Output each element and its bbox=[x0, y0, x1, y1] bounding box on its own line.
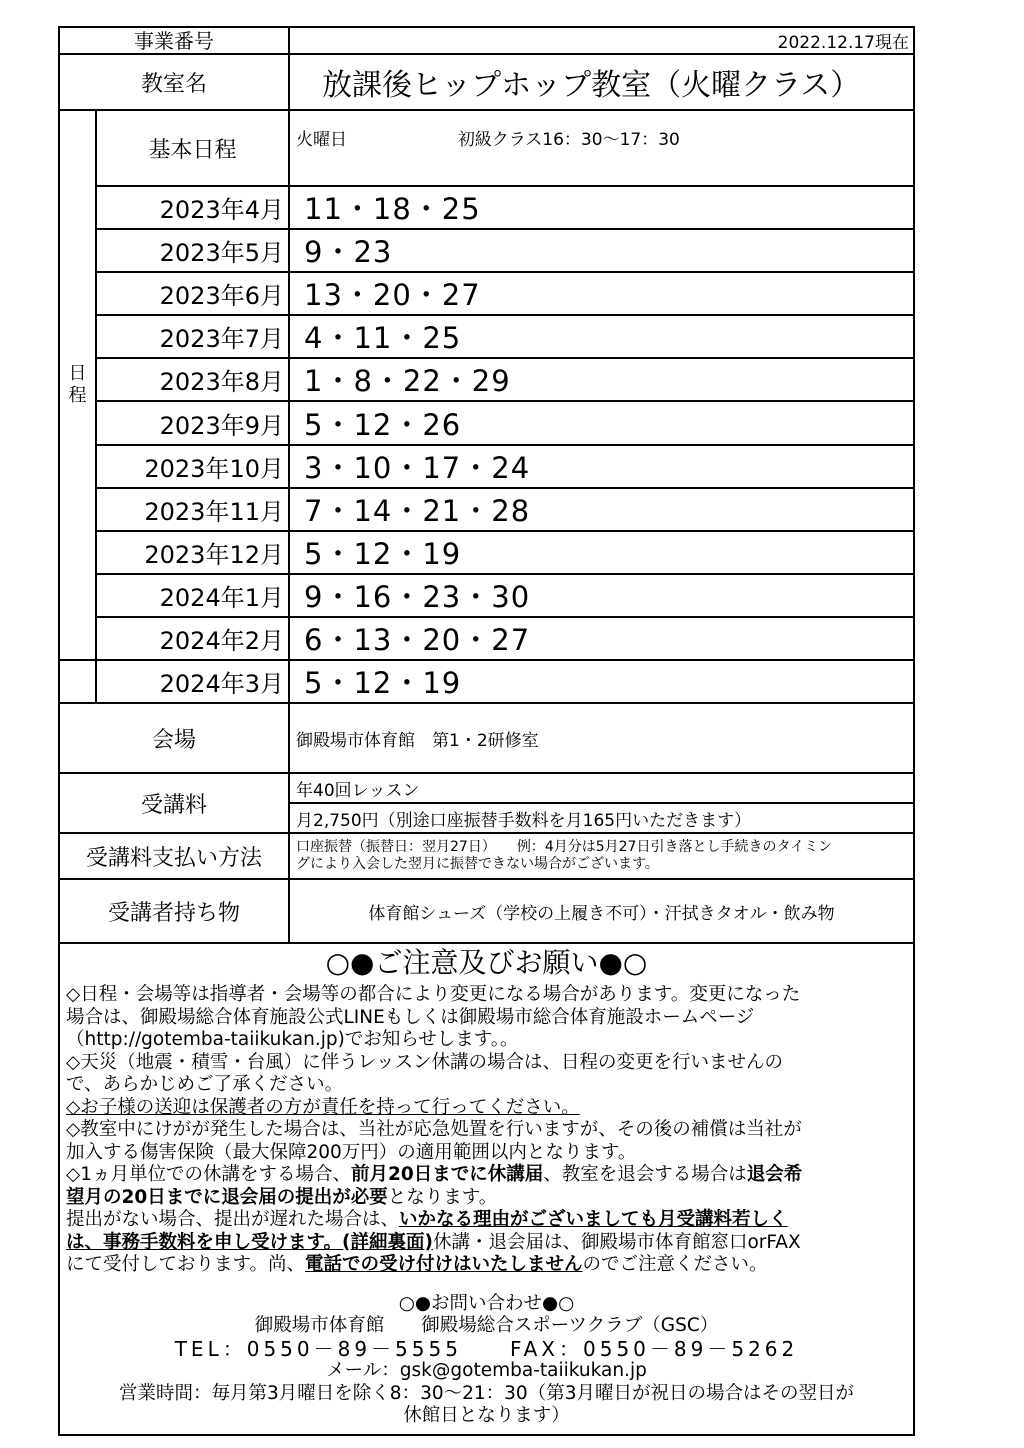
month-dates: 13・20・27 bbox=[289, 272, 914, 315]
note-text: ◇1ヵ月単位での休講をする場合、 bbox=[66, 1164, 351, 1185]
contact-orgs: 御殿場市体育館 御殿場総合スポーツクラブ（GSC） bbox=[254, 1315, 719, 1336]
contact-section bbox=[66, 1293, 907, 1428]
fee-amount: 月2,750円（別途口座振替手数料を月165円いただきます） bbox=[289, 803, 914, 833]
month-dates: 3・10・17・24 bbox=[289, 445, 914, 488]
note-line: で、あらかじめご了承ください。 bbox=[66, 1074, 344, 1095]
note-bold: 望月の20日までに退会届の提出が必要 bbox=[66, 1186, 388, 1208]
month-row bbox=[59, 660, 914, 703]
month-dates: 9・16・23・30 bbox=[289, 574, 914, 617]
month-label: 2023年11月 bbox=[96, 488, 289, 531]
note-line: ◇天災（地震・積雪・台風）に伴うレッスン休講の場合は、日程の変更を行いませんの bbox=[66, 1051, 784, 1073]
month-label: 2023年8月 bbox=[96, 358, 289, 401]
basic-schedule-row bbox=[59, 110, 914, 186]
month-label: 2023年4月 bbox=[96, 186, 289, 229]
month-row bbox=[59, 488, 914, 531]
classroom-row bbox=[59, 54, 914, 110]
payment-line-1: 口座振替（振替日：翌月27日） 例：4月分は5月27日引き落とし手続きのタイミン bbox=[296, 839, 833, 855]
month-label: 2023年5月 bbox=[96, 229, 289, 272]
basic-class-time: 初級クラス16：30～17：30 bbox=[457, 130, 680, 150]
note-line: ◇日程・会場等は指導者・会場等の都合により変更になる場合があります。変更になった bbox=[66, 984, 801, 1005]
basic-schedule-value bbox=[289, 110, 914, 186]
business-hours-line-1: 営業時間：毎月第3月曜日を除く8：30～21：30（第3月曜日が祝日の場合はその翌日が bbox=[119, 1382, 854, 1404]
month-label: 2023年6月 bbox=[96, 272, 289, 315]
schedule-side-blank bbox=[59, 660, 96, 703]
month-dates: 5・12・19 bbox=[289, 531, 914, 574]
month-dates: 5・12・19 bbox=[289, 660, 914, 703]
month-row bbox=[59, 531, 914, 574]
month-row bbox=[59, 574, 914, 617]
note-line: 加入する傷害保険（最大保障200万円）の適用範囲以内となります。 bbox=[66, 1141, 637, 1163]
month-label: 2023年12月 bbox=[96, 531, 289, 574]
class-info-table bbox=[58, 26, 915, 1436]
month-dates: 4・11・25 bbox=[289, 315, 914, 358]
month-dates: 7・14・21・28 bbox=[289, 488, 914, 531]
payment-label: 受講料支払い方法 bbox=[59, 833, 289, 879]
note-bold: 前月20日までに休講届 bbox=[351, 1164, 544, 1185]
month-row bbox=[59, 445, 914, 488]
month-dates: 9・23 bbox=[289, 229, 914, 272]
note-bold-underlined: は、事務手数料を申し受けます。(詳細裏面) bbox=[66, 1231, 433, 1253]
note-line: ◇教室中にけがが発生した場合は、当社が応急処置を行いますが、その後の補償は当社が bbox=[66, 1119, 802, 1140]
header-row bbox=[59, 27, 914, 54]
month-row bbox=[59, 272, 914, 315]
info-sheet bbox=[58, 26, 913, 1436]
schedule-side-text: 日程 bbox=[68, 363, 87, 406]
notes-title: ○●ご注意及びお願い●○ bbox=[325, 946, 648, 979]
month-row bbox=[59, 358, 914, 401]
fee-label: 受講料 bbox=[59, 773, 289, 833]
month-row bbox=[59, 401, 914, 445]
note-line-underlined: ◇お子様の送迎は保護者の方が責任を持って行ってください。 bbox=[66, 1096, 580, 1118]
month-label: 2024年1月 bbox=[96, 574, 289, 617]
business-hours-line-2: 休館日となります） bbox=[403, 1405, 570, 1426]
contact-email: メール：gsk@gotemba-taiikukan.jp bbox=[326, 1360, 647, 1381]
note-bold-underlined: 電話での受け付けはいたしません bbox=[305, 1254, 583, 1275]
as-of-date: 2022.12.17現在 bbox=[289, 27, 914, 54]
payment-value bbox=[289, 833, 914, 879]
fee-lessons: 年40回レッスン bbox=[289, 773, 914, 803]
note-bold-underlined: いかなる理由がございましても月受講料若しく bbox=[399, 1209, 788, 1230]
note-line: 場合は、御殿場総合体育施設公式LINEもしくは御殿場市総合体育施設ホームページ bbox=[66, 1006, 755, 1028]
note-bold: 退会希 bbox=[746, 1164, 803, 1185]
fee-row bbox=[59, 773, 914, 803]
month-row bbox=[59, 186, 914, 229]
payment-row bbox=[59, 833, 914, 879]
classroom-name: 放課後ヒップホップ教室（火曜クラス） bbox=[289, 54, 914, 110]
month-label: 2023年7月 bbox=[96, 315, 289, 358]
month-dates: 5・12・26 bbox=[289, 401, 914, 445]
note-line: （http://gotemba-taiikukan.jp)でお知らせします。。 bbox=[66, 1029, 519, 1050]
note-text: 提出がない場合、提出が遅れた場合は、 bbox=[66, 1209, 400, 1230]
classroom-label: 教室名 bbox=[59, 54, 289, 110]
contact-title: ○●お問い合わせ●○ bbox=[398, 1292, 575, 1314]
note-text: にて受付しております。尚、 bbox=[66, 1254, 306, 1275]
belongings-row bbox=[59, 879, 914, 943]
note-paragraph bbox=[66, 1209, 907, 1277]
month-dates: 11・18・25 bbox=[289, 186, 914, 229]
month-label: 2024年3月 bbox=[96, 660, 289, 703]
belongings-value: 体育館シューズ（学校の上履き不可）・汗拭きタオル・飲み物 bbox=[289, 879, 914, 943]
month-row bbox=[59, 315, 914, 358]
month-label: 2023年9月 bbox=[96, 401, 289, 445]
business-number-label: 事業番号 bbox=[59, 27, 289, 54]
month-dates: 6・13・20・27 bbox=[289, 617, 914, 660]
basic-schedule-label: 基本日程 bbox=[96, 110, 289, 186]
month-row bbox=[59, 617, 914, 660]
month-row bbox=[59, 229, 914, 272]
payment-line-2: グにより入会した翌月に振替できない場合がございます。 bbox=[296, 856, 659, 872]
venue-row bbox=[59, 703, 914, 773]
venue-value: 御殿場市体育館 第1・2研修室 bbox=[289, 703, 914, 773]
note-paragraph bbox=[66, 1164, 907, 1209]
month-dates: 1・8・22・29 bbox=[289, 358, 914, 401]
note-text: 、教室を退会する場合は bbox=[543, 1164, 747, 1185]
basic-day: 火曜日 bbox=[296, 130, 347, 150]
contact-phone-fax: TEL：0550－89－5555 FAX：0550－89－5262 bbox=[174, 1336, 799, 1361]
month-label: 2024年2月 bbox=[96, 617, 289, 660]
schedule-side-label bbox=[59, 110, 96, 660]
note-text: 休講・退会届は、御殿場市体育館窓口orFAX bbox=[432, 1231, 801, 1253]
month-label: 2023年10月 bbox=[96, 445, 289, 488]
note-text: のでご注意ください。 bbox=[582, 1254, 768, 1275]
belongings-label: 受講者持ち物 bbox=[59, 879, 289, 943]
note-text: となります。 bbox=[387, 1186, 498, 1208]
notes-row bbox=[59, 943, 914, 1435]
notes-section bbox=[59, 943, 914, 1435]
venue-label: 会場 bbox=[59, 703, 289, 773]
